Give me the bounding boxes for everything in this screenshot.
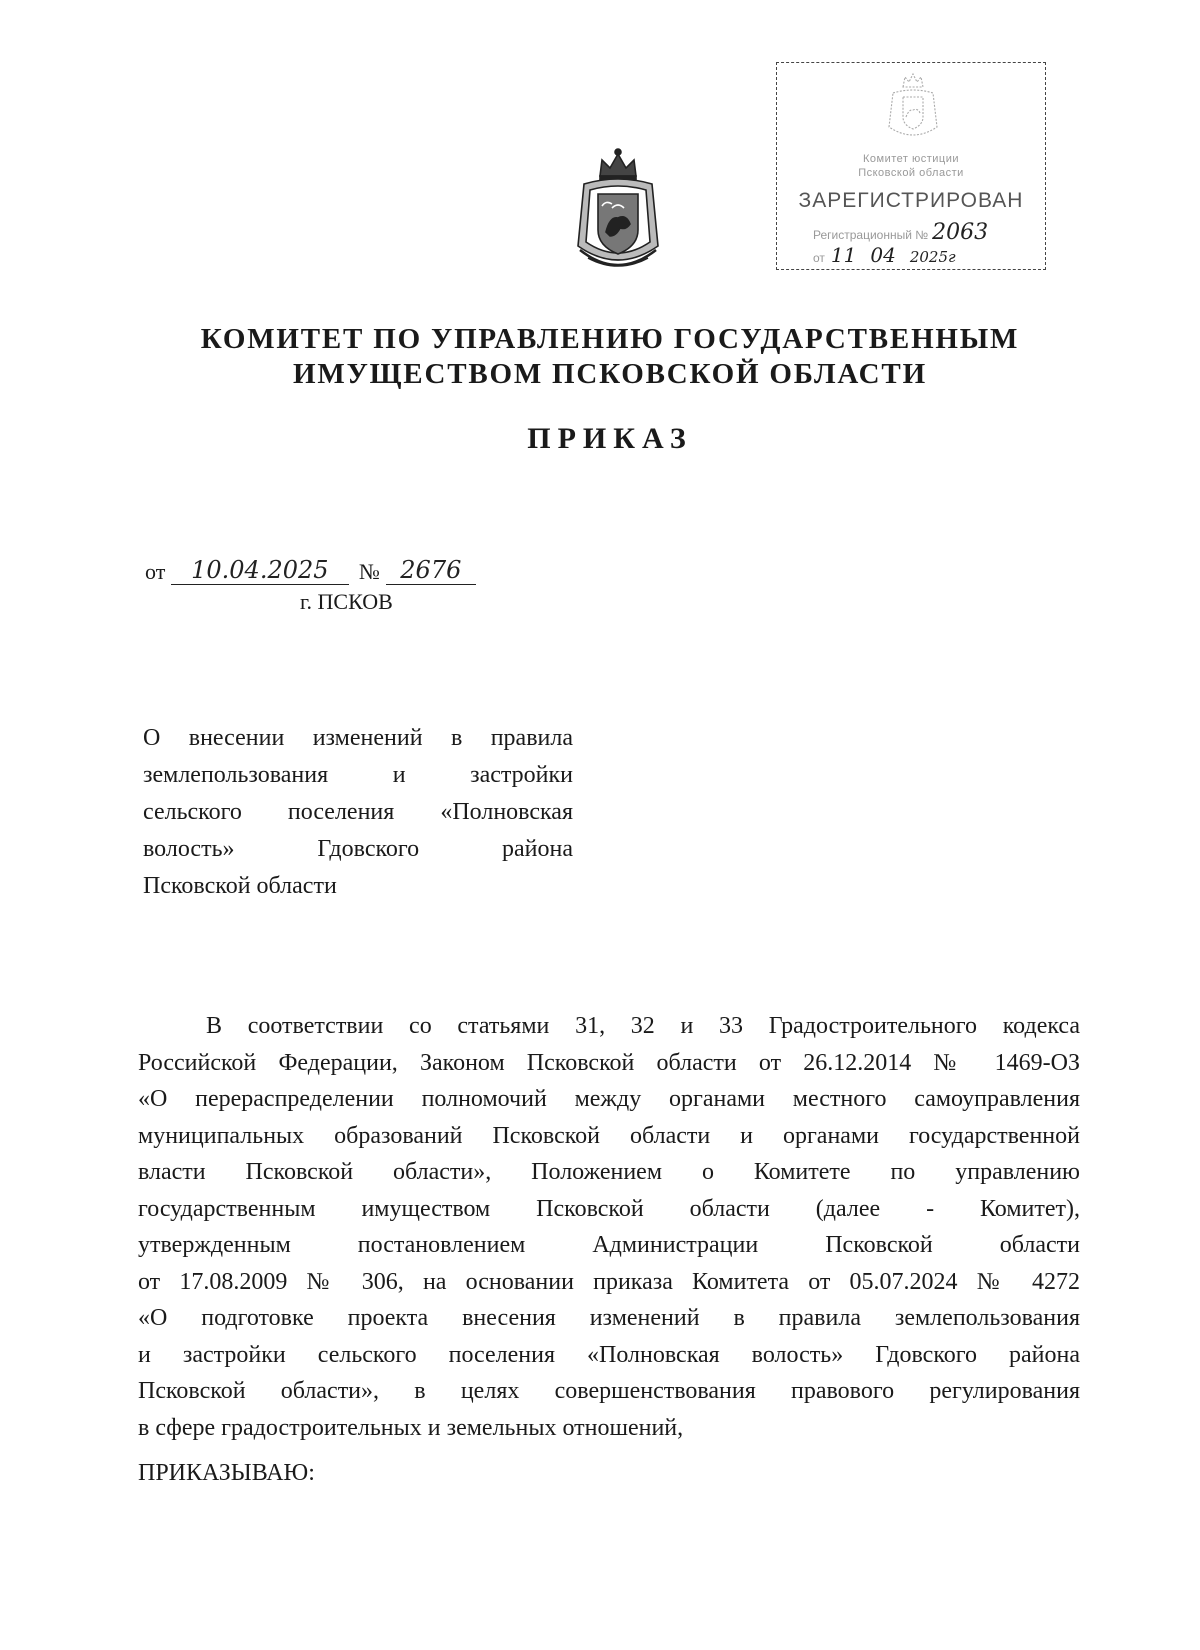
stamp-date-year: 2025г [909, 248, 956, 266]
stamp-emblem-icon [883, 71, 943, 145]
stamp-org-line-1: Комитет юстиции [862, 153, 959, 165]
body-line: власти Псковской области», Положением о Комитете по управлению [138, 1159, 1080, 1185]
city-label: г. ПСКОВ [300, 589, 393, 614]
body-line: «О перераспределении полномочий между органами местного самоуправления [138, 1086, 1080, 1112]
order-date-number-line [145, 556, 476, 585]
stamp-date-month: 04 [870, 243, 896, 267]
organization-title-line-2: ИМУЩЕСТВОМ ПСКОВСКОЙ ОБЛАСТИ [293, 358, 927, 390]
body-line: государственным имуществом Псковской области (далее - Комитет), [138, 1195, 1080, 1222]
stamp-date-day: 11 [830, 243, 857, 267]
body-line: от 17.08.2009 № 306, на основании приказа Комитета от 05.07.2024 № 4272 [138, 1268, 1080, 1295]
stamp-date-prefix: от [813, 251, 825, 265]
stamp-reg-row [813, 220, 988, 245]
coat-of-arms-emblem [566, 146, 670, 278]
order-body-paragraph [138, 1008, 1080, 1446]
body-line: Псковской области», в целях совершенствования правового регулирования [138, 1378, 1080, 1404]
body-line: В соответствии со статьями 31, 32 и 33 Градостроительного кодекса [206, 1013, 1080, 1039]
body-line: муниципальных образований Псковской области и органами государственной [138, 1122, 1080, 1149]
stamp-date-row [813, 243, 956, 267]
body-line: в сфере градостроительных и земельных отношений, [138, 1414, 684, 1441]
order-directive-word: ПРИКАЗЫВАЮ: [138, 1460, 315, 1486]
stamp-reg-label: Регистрационный № [813, 228, 929, 242]
order-subject [143, 720, 573, 905]
order-date: 10.04.2025 [171, 556, 349, 585]
body-line: «О подготовке проекта внесения изменений в правила землепользования [138, 1305, 1080, 1331]
subject-line: О внесении изменений в правила [143, 725, 573, 751]
organization-title-line-1: КОМИТЕТ ПО УПРАВЛЕНИЮ ГОСУДАРСТВЕННЫМ [200, 323, 1020, 355]
date-prefix: от [145, 559, 166, 584]
number-sign: № [358, 559, 380, 584]
stamp-title: ЗАРЕГИСТРИРОВАН [798, 189, 1024, 212]
subject-line: землепользования и застройки [143, 762, 573, 788]
document-type-title: ПРИКАЗ [527, 422, 693, 455]
subject-line: Псковской области [143, 873, 337, 899]
subject-line: волость» Гдовского района [143, 836, 573, 862]
subject-line: сельского поселения «Полновская [143, 799, 573, 825]
order-number: 2676 [386, 556, 476, 585]
stamp-reg-number: 2063 [932, 220, 989, 245]
body-line: и застройки сельского поселения «Полновская волость» Гдовского района [138, 1341, 1080, 1368]
body-line: Российской Федерации, Законом Псковской области от 26.12.2014 № 1469-ОЗ [138, 1049, 1080, 1076]
registration-stamp [776, 62, 1046, 270]
body-line: утвержденным постановлением Администрации Псковской области [138, 1232, 1080, 1258]
stamp-org-line-2: Псковской области [858, 167, 964, 179]
organization-title [150, 322, 1070, 392]
